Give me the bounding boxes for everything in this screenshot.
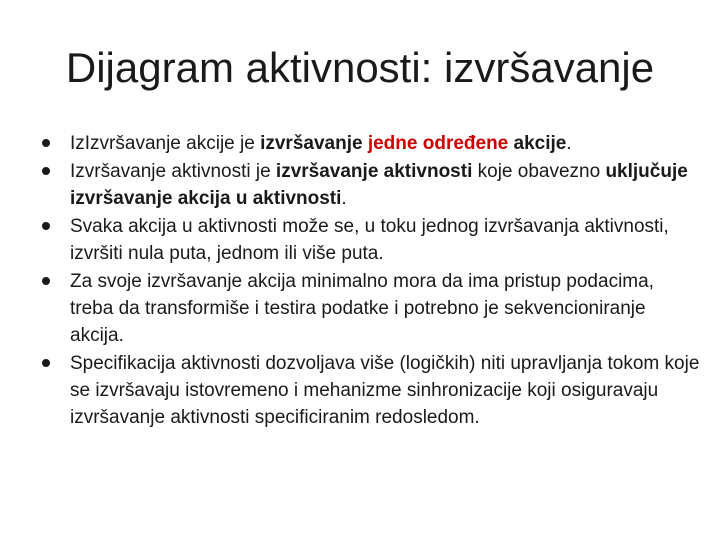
bullet-dot-icon [42,222,50,230]
bullet-item [40,350,700,431]
bullet-text: izvršavanje aktivnosti [275,161,473,182]
bullet-text: akcije [513,133,567,154]
bullet-text: koje obavezno [472,161,606,182]
bullet-text: Svaka akcija u aktivnosti može se, u toku jednog izvršavanja aktivnosti, izvršiti nula puta, jednom ili više puta. [70,216,669,264]
bullet-dot-icon [42,139,50,147]
bullet-dot-icon [42,167,50,175]
bullet-item [40,213,700,267]
bullet-item [40,130,700,157]
bullet-text: . [566,133,572,154]
bullet-text: Za svoje izvršavanje akcija minimalno mora da ima pristup podacima, treba da transformiše i testira podatke i potrebno je sekvencioniranje akcija. [70,271,654,346]
bullet-text: izvršavanje [260,133,363,154]
bullet-list [40,130,700,432]
bullet-item [40,158,700,212]
bullet-dot-icon [42,277,50,285]
bullet-text: IzIzvršavanje akcije je [70,133,261,154]
bullet-text: jedne određene [367,133,509,154]
bullet-dot-icon [42,359,50,367]
bullet-text: . [341,188,347,209]
bullet-text: Specifikacija aktivnosti dozvoljava više (logičkih) niti upravljanja tokom koje se izvršavaju istovremeno i mehanizme sinhronizacije koji osiguravaju izvršavanje aktivnosti specificiranim redosledom. [70,353,700,428]
bullet-item [40,268,700,349]
slide-title: Dijagram aktivnosti: izvršavanje [65,44,655,91]
bullet-text: uključuje izvršavanje akcija u aktivnosti [70,161,688,209]
bullet-text: Izvršavanje aktivnosti je [70,161,276,182]
